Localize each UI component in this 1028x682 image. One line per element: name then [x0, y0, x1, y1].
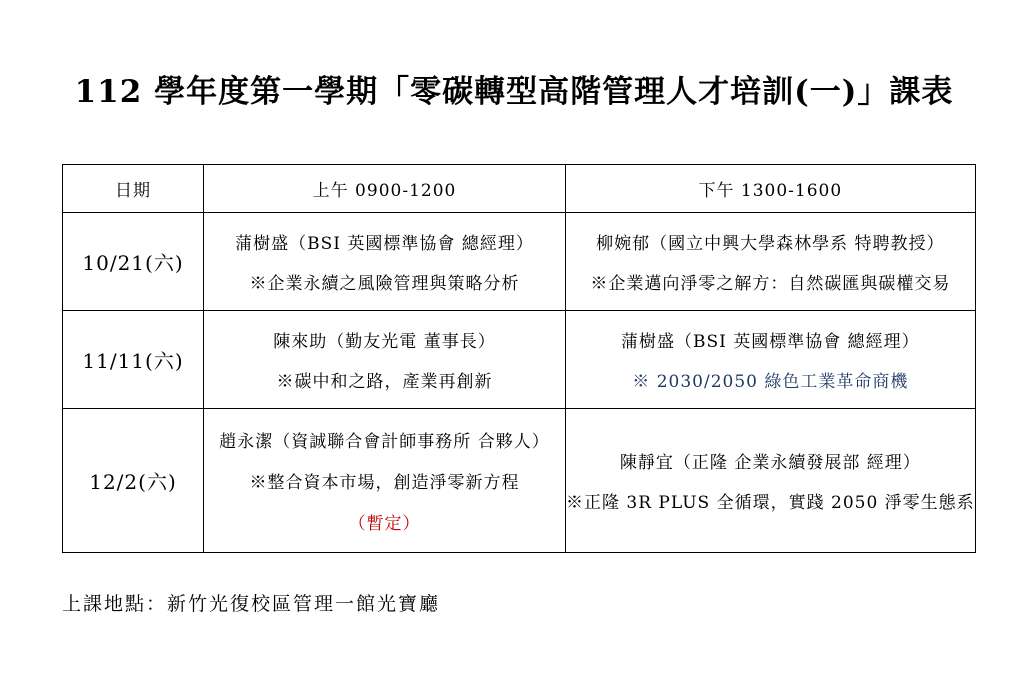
date-cell: 12/2(六): [63, 409, 204, 553]
header-date: 日期: [63, 165, 204, 213]
date-cell: 10/21(六): [63, 213, 204, 311]
topic-line: ※企業邁向淨零之解方：自然碳匯與碳權交易: [590, 273, 951, 294]
table-row: [63, 311, 976, 409]
morning-cell: [204, 409, 566, 553]
page-title: 112 學年度第一學期「零碳轉型高階管理人才培訓(一)」課表: [74, 74, 954, 110]
speaker-line: 蒲樹盛（BSI 英國標準協會 總經理）: [235, 234, 534, 255]
speaker-line: 陳靜宜（正隆 企業永續發展部 經理）: [619, 453, 921, 474]
speaker-line: 趙永潔（資誠聯合會計師事務所 合夥人）: [219, 431, 550, 452]
schedule-table: [62, 164, 976, 553]
afternoon-cell: [566, 213, 976, 311]
header-afternoon: 下午 1300-1600: [566, 165, 976, 213]
topic-line: ※正隆 3R PLUS 全循環，實踐 2050 淨零生態系: [566, 492, 975, 513]
morning-cell: [204, 213, 566, 311]
afternoon-cell: [566, 409, 976, 553]
topic-line: ※企業永續之風險管理與策略分析: [249, 273, 520, 294]
speaker-line: 蒲樹盛（BSI 英國標準協會 總經理）: [621, 332, 920, 353]
speaker-line: 陳來助（勤友光電 董事長）: [273, 332, 496, 353]
table-header-row: [63, 165, 976, 213]
date-cell: 11/11(六): [63, 311, 204, 409]
header-morning: 上午 0900-1200: [204, 165, 566, 213]
speaker-line: 柳婉郁（國立中興大學森林學系 特聘教授）: [596, 234, 945, 255]
afternoon-cell: [566, 311, 976, 409]
topic-line: ※整合資本市場，創造淨零新方程: [249, 473, 520, 493]
topic-line-highlighted: ※ 2030/2050 綠色工業革命商機: [632, 371, 909, 392]
table-row: [63, 213, 976, 311]
tentative-note: （暫定）: [348, 514, 421, 535]
topic-line: ※碳中和之路，產業再創新: [276, 371, 493, 392]
class-location-note: 上課地點：新竹光復校區管理一館光寶廳: [62, 593, 441, 615]
table-row: [63, 409, 976, 553]
morning-cell: [204, 311, 566, 409]
